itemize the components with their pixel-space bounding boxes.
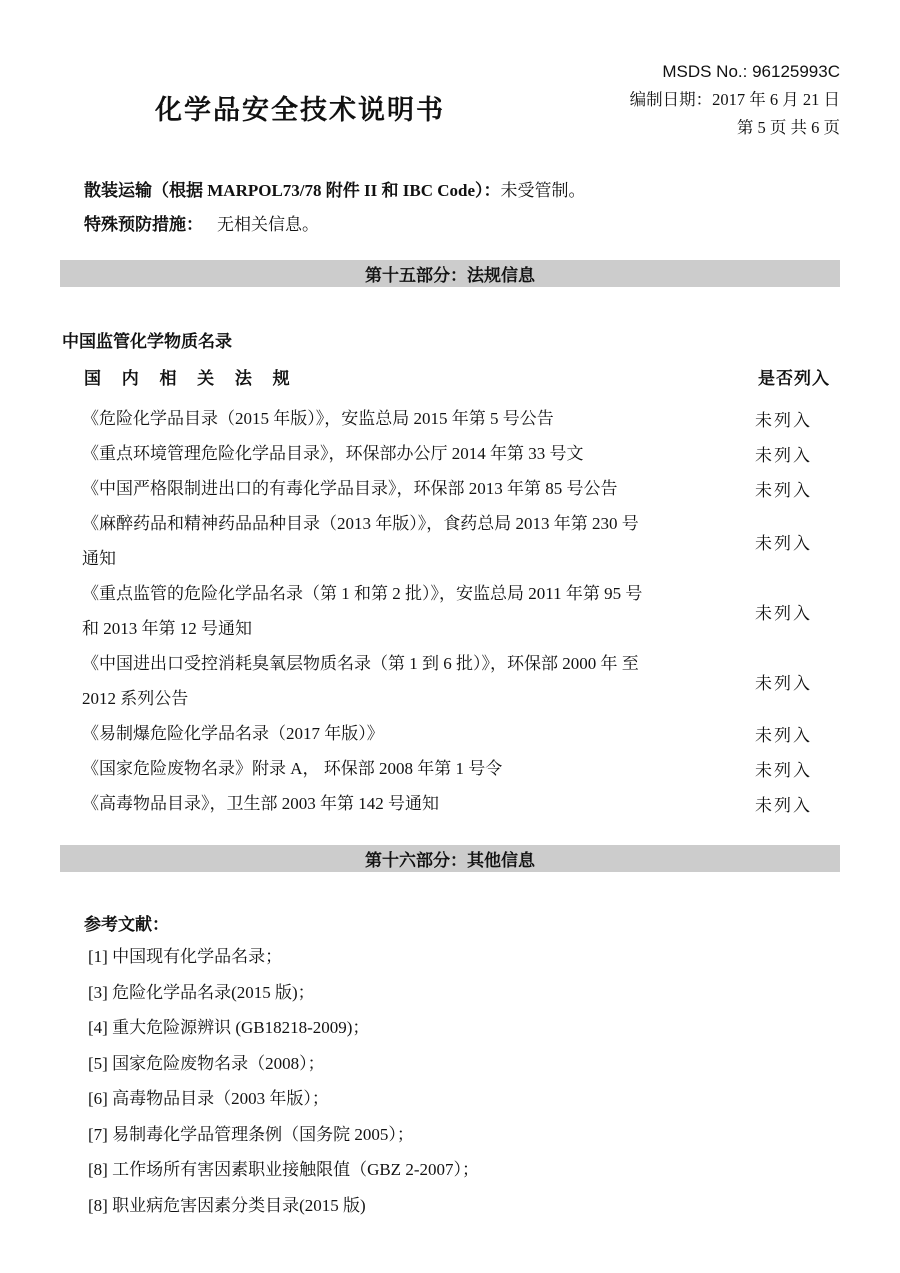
section-16-title: 第十六部分：其他信息 [365, 851, 535, 870]
listed-status: 未列入 [755, 411, 812, 430]
compile-date: 编制日期：2017 年 6 月 21 日 [629, 90, 840, 109]
regulation-name: 《危险化学品目录（2015 年版）》，安监总局 2015 年第 5 号公告 [82, 409, 554, 428]
regulation-row [60, 506, 840, 576]
reference-item: [6] 高毒物品目录（2003 年版）； [88, 1089, 329, 1108]
regulation-row [60, 786, 840, 821]
bulk-transport-value: 未受管制。 [500, 181, 586, 200]
bulk-transport-label: 散装运输（根据 MARPOL73/78 附件 II 和 IBC Code）： [84, 181, 501, 200]
listed-status: 未列入 [755, 673, 812, 693]
special-precaution-value: 无相关信息。 [217, 215, 319, 234]
reference-item: [8] 职业病危害因素分类目录(2015 版) [88, 1195, 366, 1215]
regulation-table-header [60, 364, 840, 389]
regulation-name: 《麻醉药品和精神药品品种目录（2013 年版）》，食药总局 2013 年第 230 号通知 [82, 514, 639, 568]
listed-status: 未列入 [755, 761, 812, 780]
regulation-name: 《高毒物品目录》，卫生部 2003 年第 142 号通知 [82, 794, 439, 813]
header-meta [540, 58, 840, 142]
regulation-name: 《中国严格限制进出口的有毒化学品目录》，环保部 2013 年第 85 号公告 [82, 479, 618, 498]
listed-status: 未列入 [755, 796, 812, 815]
page-count: 第 5 页 共 6 页 [736, 118, 840, 137]
listed-status: 未列入 [755, 481, 812, 500]
section-16-header [60, 845, 840, 872]
regulation-row [60, 646, 840, 716]
reference-list [60, 939, 840, 1223]
reference-item: [1] 中国现有化学品名录； [88, 947, 283, 966]
regulation-row [60, 436, 840, 471]
references-label: 参考文献： [84, 915, 169, 934]
bulk-transport-line [60, 174, 840, 208]
regulation-rows [60, 401, 840, 821]
special-precaution-label: 特殊预防措施： [84, 215, 203, 234]
special-precaution-line [60, 208, 840, 242]
regulation-row [60, 576, 840, 646]
section-15-header [60, 260, 840, 287]
listed-status: 未列入 [755, 726, 812, 745]
column-header-regulations: 国 内 相 关 法 规 [84, 369, 298, 388]
column-header-listed: 是否列入 [758, 369, 830, 388]
regulation-name: 《国家危险废物名录》附录 A， 环保部 2008 年第 1 号令 [82, 759, 503, 778]
listed-status: 未列入 [755, 533, 812, 553]
msds-number: MSDS No.: 96125993C [662, 62, 840, 81]
regulation-row [60, 716, 840, 751]
title-column [60, 58, 540, 127]
regulation-name: 《中国进出口受控消耗臭氧层物质名录（第 1 到 6 批）》，环保部 2000 年 至 2012 系列公告 [82, 654, 639, 708]
reference-item: [8] 工作场所有害因素职业接触限值（GBZ 2-2007）； [88, 1160, 479, 1179]
regulation-row [60, 401, 840, 436]
section-15-title: 第十五部分：法规信息 [365, 266, 535, 285]
reference-item: [3] 危险化学品名录(2015 版)； [88, 982, 315, 1002]
regulation-name: 《重点环境管理危险化学品目录》，环保部办公厅 2014 年第 33 号文 [82, 444, 584, 463]
reference-item: [4] 重大危险源辨识 (GB18218-2009)； [88, 1018, 370, 1037]
listed-status: 未列入 [755, 603, 812, 623]
reference-item: [7] 易制毒化学品管理条例（国务院 2005）； [88, 1124, 414, 1144]
regulation-row [60, 751, 840, 786]
regulation-row [60, 471, 840, 506]
regulation-name: 《重点监管的危险化学品名录（第 1 和第 2 批）》，安监总局 2011 年第 95 号和 2013 年第 12 号通知 [82, 584, 643, 638]
inventory-title: 中国监管化学物质名录 [62, 332, 232, 351]
reference-item: [5] 国家危险废物名录（2008）； [88, 1053, 325, 1073]
document-body [60, 174, 840, 1223]
page-title: 化学品安全技术说明书 [155, 95, 445, 125]
listed-status: 未列入 [755, 446, 812, 465]
document-header [60, 58, 840, 142]
regulation-name: 《易制爆危险化学品名录（2017 年版）》 [82, 724, 384, 743]
